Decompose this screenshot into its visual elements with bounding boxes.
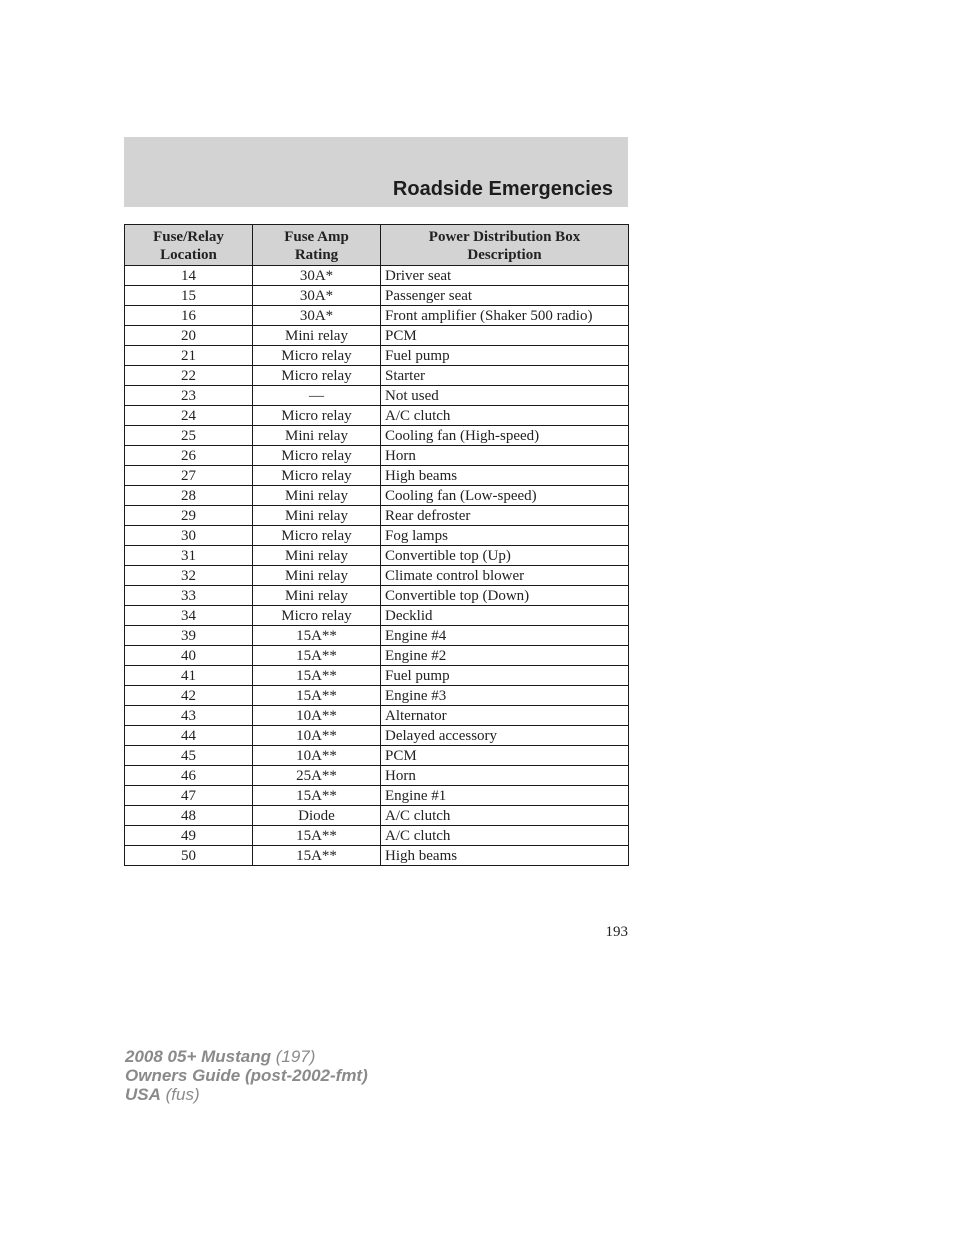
fuse-description-cell: Engine #2 <box>381 646 629 666</box>
column-header-line: Fuse/Relay <box>153 228 224 245</box>
fuse-location-cell: 47 <box>125 786 253 806</box>
fuse-description-cell: Engine #3 <box>381 686 629 706</box>
fuse-location-cell: 42 <box>125 686 253 706</box>
table-header-row <box>125 225 629 266</box>
fuse-rating-cell: Micro relay <box>253 366 381 386</box>
fuse-rating-cell: 10A** <box>253 726 381 746</box>
table-row <box>125 626 629 646</box>
fuse-location-cell: 27 <box>125 466 253 486</box>
fuse-rating-cell: 30A* <box>253 306 381 326</box>
table-row <box>125 606 629 626</box>
fuse-rating-cell: 15A** <box>253 846 381 866</box>
fuse-location-cell: 20 <box>125 326 253 346</box>
footer-model-code: (197) <box>275 1047 316 1066</box>
document-footer <box>125 1047 368 1104</box>
footer-model: 2008 05+ Mustang <box>125 1047 271 1066</box>
fuse-location-cell: 31 <box>125 546 253 566</box>
fuse-rating-cell: 25A** <box>253 766 381 786</box>
fuse-rating-cell: Mini relay <box>253 506 381 526</box>
footer-line-model <box>125 1047 368 1066</box>
table-row <box>125 346 629 366</box>
fuse-description-cell: Convertible top (Down) <box>381 586 629 606</box>
column-header-line: Location <box>160 246 217 263</box>
fuse-description-cell: A/C clutch <box>381 826 629 846</box>
fuse-description-cell: Fog lamps <box>381 526 629 546</box>
fuse-rating-cell: 15A** <box>253 786 381 806</box>
fuse-description-cell: High beams <box>381 466 629 486</box>
fuse-description-cell: Rear defroster <box>381 506 629 526</box>
table-row <box>125 366 629 386</box>
table-row <box>125 726 629 746</box>
fuse-rating-cell: Mini relay <box>253 586 381 606</box>
table-row <box>125 646 629 666</box>
table-row <box>125 446 629 466</box>
fuse-description-cell: Climate control blower <box>381 566 629 586</box>
fuse-description-cell: Starter <box>381 366 629 386</box>
table-row <box>125 326 629 346</box>
table-row <box>125 306 629 326</box>
fuse-rating-cell: Micro relay <box>253 526 381 546</box>
fuse-location-cell: 49 <box>125 826 253 846</box>
column-header-location <box>125 225 253 266</box>
fuse-description-cell: PCM <box>381 746 629 766</box>
table-row <box>125 806 629 826</box>
fuse-description-cell: Front amplifier (Shaker 500 radio) <box>381 306 629 326</box>
footer-market-code: (fus) <box>165 1085 200 1104</box>
fuse-description-cell: Engine #1 <box>381 786 629 806</box>
fuse-rating-cell: Mini relay <box>253 486 381 506</box>
fuse-description-cell: Convertible top (Up) <box>381 546 629 566</box>
table-row <box>125 786 629 806</box>
column-header-line: Rating <box>294 246 339 263</box>
fuse-description-cell: Horn <box>381 446 629 466</box>
fuse-location-cell: 14 <box>125 266 253 286</box>
footer-guide: Owners Guide (post-2002-fmt) <box>125 1066 368 1085</box>
fuse-rating-cell: Micro relay <box>253 606 381 626</box>
table-row <box>125 526 629 546</box>
table-row <box>125 586 629 606</box>
fuse-description-cell: Passenger seat <box>381 286 629 306</box>
fuse-description-cell: High beams <box>381 846 629 866</box>
table-row <box>125 286 629 306</box>
fuse-rating-cell: Micro relay <box>253 346 381 366</box>
fuse-location-cell: 50 <box>125 846 253 866</box>
fuse-rating-cell: Mini relay <box>253 546 381 566</box>
footer-market: USA <box>125 1085 161 1104</box>
section-title: Roadside Emergencies <box>392 178 613 200</box>
fuse-location-cell: 23 <box>125 386 253 406</box>
table-row <box>125 846 629 866</box>
fuse-location-cell: 15 <box>125 286 253 306</box>
fuse-description-cell: Fuel pump <box>381 666 629 686</box>
fuse-description-cell: Driver seat <box>381 266 629 286</box>
table-row <box>125 266 629 286</box>
fuse-location-cell: 22 <box>125 366 253 386</box>
fuse-rating-cell: 15A** <box>253 666 381 686</box>
footer-line-market <box>125 1085 368 1104</box>
table-row <box>125 826 629 846</box>
fuse-location-cell: 33 <box>125 586 253 606</box>
fuse-rating-cell: 15A** <box>253 826 381 846</box>
fuse-description-cell: Decklid <box>381 606 629 626</box>
fuse-location-cell: 21 <box>125 346 253 366</box>
fuse-description-cell: Cooling fan (Low-speed) <box>381 486 629 506</box>
fuse-rating-cell: 15A** <box>253 686 381 706</box>
fuse-description-cell: A/C clutch <box>381 406 629 426</box>
fuse-description-cell: Horn <box>381 766 629 786</box>
table-row <box>125 666 629 686</box>
section-header <box>124 137 628 207</box>
fuse-location-cell: 28 <box>125 486 253 506</box>
fuse-location-cell: 43 <box>125 706 253 726</box>
fuse-rating-cell: Diode <box>253 806 381 826</box>
fuse-rating-cell: Micro relay <box>253 446 381 466</box>
table-row <box>125 566 629 586</box>
table-row <box>125 386 629 406</box>
fuse-location-cell: 48 <box>125 806 253 826</box>
fuse-location-cell: 45 <box>125 746 253 766</box>
fuse-description-cell: PCM <box>381 326 629 346</box>
fuse-rating-cell: Mini relay <box>253 426 381 446</box>
fuse-description-cell: Not used <box>381 386 629 406</box>
fuse-rating-cell: 15A** <box>253 626 381 646</box>
table-row <box>125 466 629 486</box>
fuse-location-cell: 41 <box>125 666 253 686</box>
table-row <box>125 426 629 446</box>
fuse-location-cell: 25 <box>125 426 253 446</box>
fuse-description-cell: Fuel pump <box>381 346 629 366</box>
fuse-location-cell: 16 <box>125 306 253 326</box>
column-header-rating <box>253 225 381 266</box>
fuse-location-cell: 34 <box>125 606 253 626</box>
table-row <box>125 406 629 426</box>
column-header-line: Description <box>467 246 542 263</box>
table-row <box>125 546 629 566</box>
footer-line-guide <box>125 1066 368 1085</box>
fuse-description-cell: A/C clutch <box>381 806 629 826</box>
fuse-description-cell: Cooling fan (High-speed) <box>381 426 629 446</box>
fuse-location-cell: 39 <box>125 626 253 646</box>
fuse-location-cell: 26 <box>125 446 253 466</box>
column-header-line: Fuse Amp <box>284 228 349 245</box>
page-number: 193 <box>605 924 628 940</box>
table-row <box>125 486 629 506</box>
fuse-rating-cell: 30A* <box>253 286 381 306</box>
table-row <box>125 766 629 786</box>
fuse-table <box>124 224 629 866</box>
fuse-location-cell: 44 <box>125 726 253 746</box>
fuse-location-cell: 46 <box>125 766 253 786</box>
fuse-rating-cell: Mini relay <box>253 326 381 346</box>
table-row <box>125 746 629 766</box>
fuse-rating-cell: 15A** <box>253 646 381 666</box>
fuse-location-cell: 40 <box>125 646 253 666</box>
fuse-rating-cell: Micro relay <box>253 466 381 486</box>
fuse-location-cell: 30 <box>125 526 253 546</box>
fuse-rating-cell: 30A* <box>253 266 381 286</box>
fuse-rating-cell: Mini relay <box>253 566 381 586</box>
fuse-rating-cell: 10A** <box>253 706 381 726</box>
table-row <box>125 506 629 526</box>
fuse-location-cell: 32 <box>125 566 253 586</box>
table-row <box>125 706 629 726</box>
column-header-line: Power Distribution Box <box>428 228 581 245</box>
fuse-rating-cell: 10A** <box>253 746 381 766</box>
fuse-rating-cell: — <box>253 386 381 406</box>
column-header-description <box>381 225 629 266</box>
fuse-location-cell: 29 <box>125 506 253 526</box>
fuse-description-cell: Delayed accessory <box>381 726 629 746</box>
fuse-location-cell: 24 <box>125 406 253 426</box>
table-row <box>125 686 629 706</box>
fuse-description-cell: Alternator <box>381 706 629 726</box>
fuse-description-cell: Engine #4 <box>381 626 629 646</box>
fuse-table-body <box>125 266 629 866</box>
fuse-rating-cell: Micro relay <box>253 406 381 426</box>
